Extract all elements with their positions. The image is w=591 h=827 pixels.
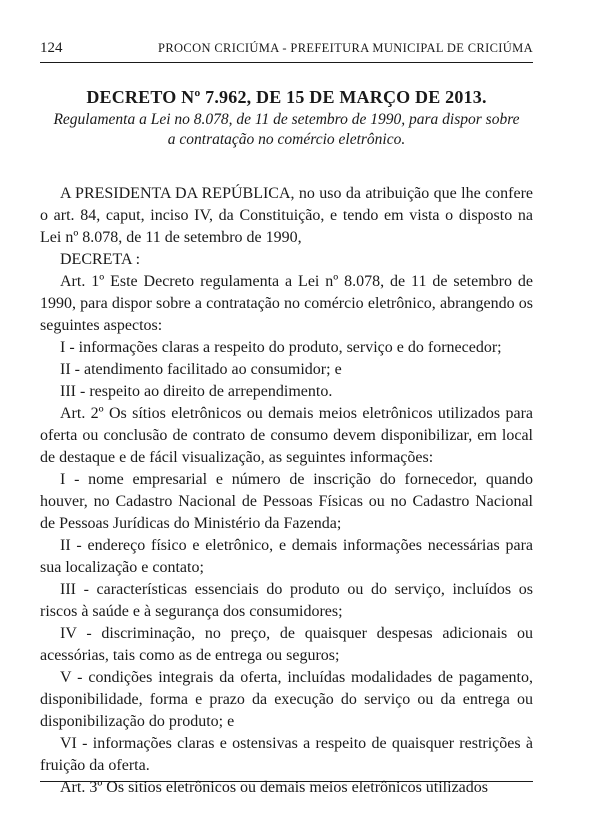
paragraph-preamble: A PRESIDENTA DA REPÚBLICA, no uso da atribuição que lhe confere o art. 84, caput, inciso IV, da Constituição, e tendo em vista o disposto na Lei nº 8.078, de 11 de setembro de 1990, <box>40 185 533 246</box>
footer-rule <box>40 781 533 782</box>
document-page <box>40 40 533 799</box>
paragraph-art-1-item-i: I - informações claras a respeito do produto, serviço e do fornecedor; <box>60 339 502 356</box>
decree-subtitle: Regulamenta a Lei no 8.078, de 11 de setembro de 1990, para dispor sobre a contratação no comércio eletrônico. <box>53 111 520 148</box>
paragraph-art-2-item-vi: VI - informações claras e ostensivas a respeito de quaisquer restrições à fruição da oferta. <box>40 735 533 774</box>
paragraph-art-1: Art. 1º Este Decreto regulamenta a Lei nº 8.078, de 11 de setembro de 1990, para dispor sobre a contratação no comércio eletrônico, abrangendo os seguintes aspectos: <box>40 273 533 334</box>
paragraph-art-2-item-ii: II - endereço físico e eletrônico, e demais informações necessárias para sua localização e contato; <box>40 537 533 576</box>
paragraph-art-2-item-iv: IV - discriminação, no preço, de quaisquer despesas adicionais ou acessórias, tais como as de entrega ou seguros; <box>40 625 533 664</box>
page-number: 124 <box>40 40 63 56</box>
paragraph-art-2-item-i: I - nome empresarial e número de inscrição do fornecedor, quando houver, no Cadastro Nacional de Pessoas Físicas ou no Cadastro Nacional de Pessoas Jurídicas do Ministério da Fazenda; <box>40 471 533 532</box>
paragraph-art-2-item-v: V - condições integrais da oferta, incluídas modalidades de pagamento, disponibilidade, forma e prazo da execução do serviço ou da entrega ou disponibilização do produto; e <box>40 669 533 730</box>
running-header <box>40 40 533 63</box>
paragraph-art-2: Art. 2º Os sítios eletrônicos ou demais meios eletrônicos utilizados para oferta ou conclusão de contrato de consumo devem disponibilizar, em local de destaque e de fácil visualização, as seguintes informações: <box>40 405 533 466</box>
paragraph-art-1-item-ii: II - atendimento facilitado ao consumidor; e <box>60 361 342 378</box>
running-title: PROCON CRICIÚMA - PREFEITURA MUNICIPAL DE CRICIÚMA <box>158 41 533 55</box>
decree-title: DECRETO Nº 7.962, DE 15 DE MARÇO DE 2013. <box>86 87 487 107</box>
paragraph-art-3: Art. 3º Os sítios eletrônicos ou demais meios eletrônicos utilizados <box>60 779 488 796</box>
decree-body <box>40 183 533 799</box>
paragraph-decreta: DECRETA : <box>60 251 141 268</box>
paragraph-art-1-item-iii: III - respeito ao direito de arrependimento. <box>60 383 333 400</box>
paragraph-art-2-item-iii: III - características essenciais do produto ou do serviço, incluídos os riscos à saúde e à segurança dos consumidores; <box>40 581 533 620</box>
